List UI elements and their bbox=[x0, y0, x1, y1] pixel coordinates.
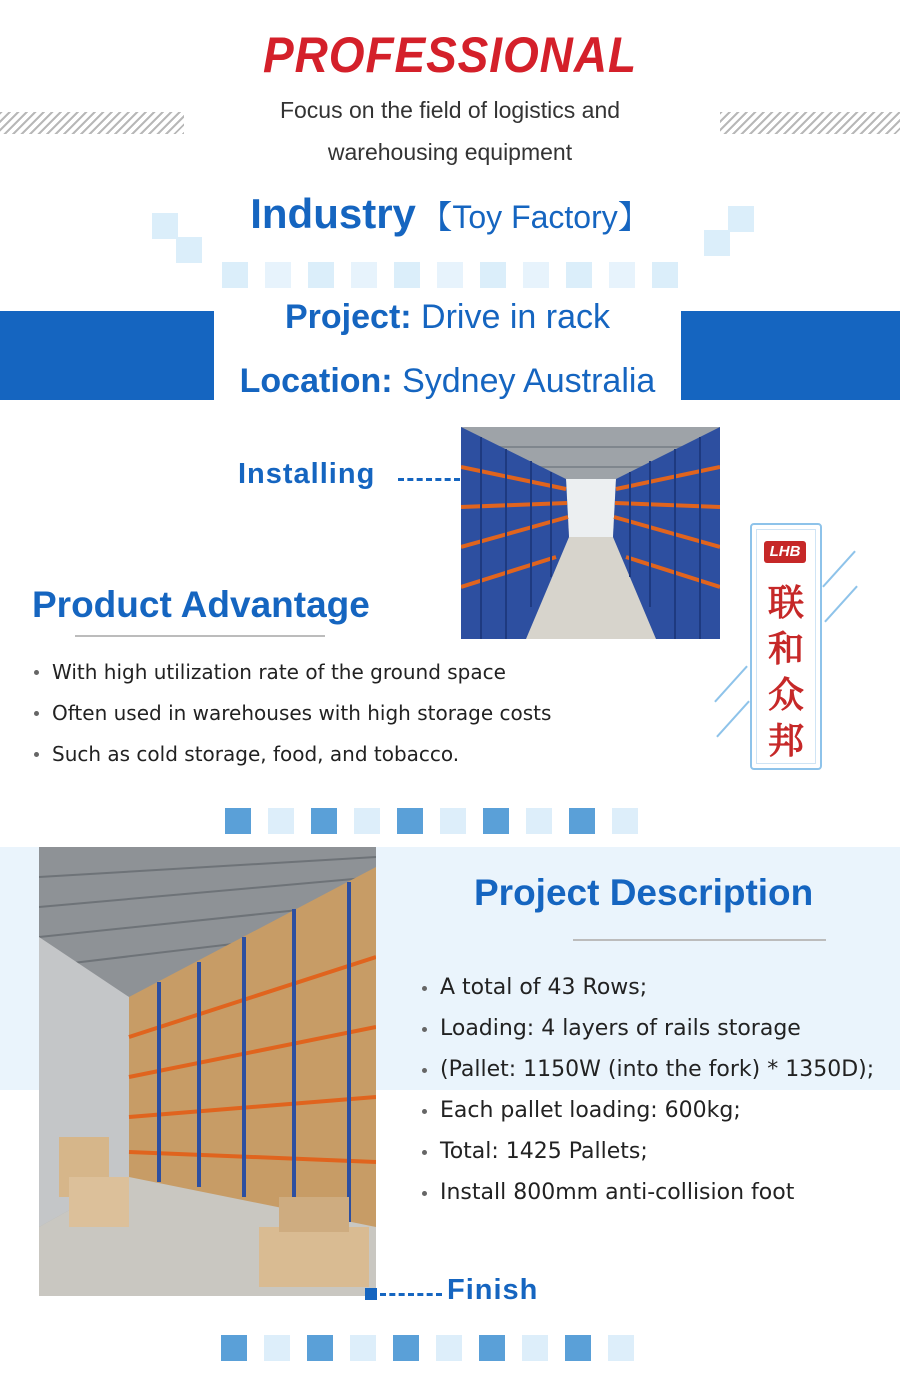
deco-square bbox=[569, 808, 595, 834]
industry-label: Industry bbox=[250, 190, 416, 237]
list-item: A total of 43 Rows; bbox=[420, 967, 895, 1008]
deco-square bbox=[351, 262, 377, 288]
deco-slash bbox=[716, 700, 750, 737]
subtitle-line-2: warehousing equipment bbox=[327, 139, 573, 165]
deco-square bbox=[307, 1335, 333, 1361]
page-title: PROFESSIONAL bbox=[263, 27, 637, 83]
deco-square bbox=[652, 262, 678, 288]
deco-square bbox=[437, 262, 463, 288]
installing-photo bbox=[461, 427, 720, 639]
installing-label: Installing bbox=[238, 458, 376, 490]
brand-char-2: 和 bbox=[767, 628, 804, 670]
brand-char-4: 邦 bbox=[767, 720, 804, 762]
subtitle-line-1: Focus on the field of logistics and bbox=[279, 97, 621, 123]
deco-square bbox=[176, 237, 202, 263]
location-label: Location: bbox=[239, 362, 393, 400]
band-block-right bbox=[681, 311, 900, 400]
description-list bbox=[420, 967, 895, 1213]
connector-dash bbox=[380, 1293, 442, 1296]
list-item: With high utilization rate of the ground space bbox=[32, 652, 692, 693]
advantage-list bbox=[32, 652, 692, 775]
deco-square bbox=[225, 808, 251, 834]
deco-square bbox=[350, 1335, 376, 1361]
deco-square bbox=[612, 808, 638, 834]
deco-square bbox=[480, 262, 506, 288]
brand-char-1: 联 bbox=[767, 582, 804, 624]
project-value: Drive in rack bbox=[421, 298, 610, 336]
deco-square bbox=[311, 808, 337, 834]
list-item: (Pallet: 1150W (into the fork) * 1350D); bbox=[420, 1049, 895, 1090]
finish-label: Finish bbox=[447, 1274, 539, 1306]
deco-square bbox=[397, 808, 423, 834]
deco-square bbox=[393, 1335, 419, 1361]
location-line bbox=[214, 362, 681, 401]
product-advantage-title: Product Advantage bbox=[32, 584, 370, 625]
deco-square bbox=[523, 262, 549, 288]
brand-char-3: 众 bbox=[767, 674, 804, 716]
list-item: Install 800mm anti-collision foot bbox=[420, 1172, 895, 1213]
deco-square bbox=[221, 1335, 247, 1361]
deco-square bbox=[565, 1335, 591, 1361]
deco-square bbox=[268, 808, 294, 834]
deco-square bbox=[609, 262, 635, 288]
deco-square bbox=[265, 262, 291, 288]
list-item: Total: 1425 Pallets; bbox=[420, 1131, 895, 1172]
project-label: Project: bbox=[285, 298, 412, 336]
list-item: Such as cold storage, food, and tobacco. bbox=[32, 734, 692, 775]
connector-dot bbox=[365, 1288, 377, 1300]
deco-square bbox=[522, 1335, 548, 1361]
location-value: Sydney Australia bbox=[402, 362, 656, 400]
title-underline bbox=[75, 635, 325, 637]
deco-slash bbox=[824, 585, 858, 622]
industry-heading bbox=[0, 190, 900, 238]
industry-bracket-close: 】 bbox=[617, 199, 650, 235]
deco-square bbox=[222, 262, 248, 288]
deco-square bbox=[566, 262, 592, 288]
connector-dash bbox=[398, 478, 460, 481]
project-line bbox=[214, 298, 681, 337]
deco-square bbox=[526, 808, 552, 834]
deco-square bbox=[308, 262, 334, 288]
deco-square bbox=[354, 808, 380, 834]
list-item: Loading: 4 layers of rails storage bbox=[420, 1008, 895, 1049]
brand-logo: LHB bbox=[764, 541, 806, 563]
deco-slash bbox=[822, 550, 856, 587]
deco-square bbox=[483, 808, 509, 834]
project-description-title: Project Description bbox=[474, 872, 814, 913]
deco-square bbox=[436, 1335, 462, 1361]
installing-photo-drawing bbox=[461, 427, 720, 639]
industry-bracket-open: 【 bbox=[420, 199, 453, 235]
deco-slash bbox=[714, 665, 748, 702]
industry-value: Toy Factory bbox=[452, 199, 618, 235]
finish-photo-drawing bbox=[39, 847, 376, 1296]
list-item: Often used in warehouses with high storage costs bbox=[32, 693, 692, 734]
title-underline bbox=[573, 939, 826, 941]
deco-square bbox=[264, 1335, 290, 1361]
deco-square bbox=[479, 1335, 505, 1361]
brand-badge bbox=[750, 523, 822, 770]
deco-square bbox=[394, 262, 420, 288]
band-block-left bbox=[0, 311, 214, 400]
deco-square bbox=[440, 808, 466, 834]
finish-photo bbox=[39, 847, 376, 1296]
list-item: Each pallet loading: 600kg; bbox=[420, 1090, 895, 1131]
deco-square bbox=[608, 1335, 634, 1361]
